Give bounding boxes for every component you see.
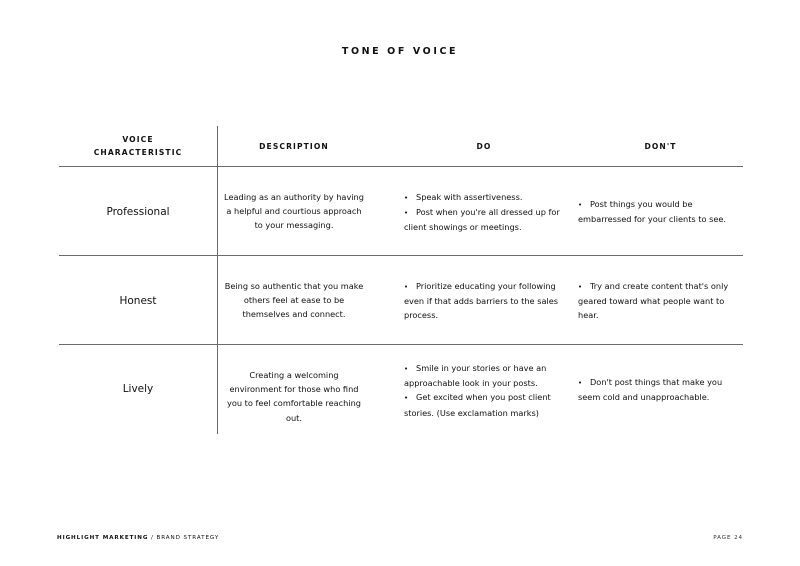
header-divider — [59, 166, 743, 167]
list-item: • Smile in your stories or have an approachable look in your posts. — [404, 363, 547, 389]
do-list-honest — [404, 279, 564, 323]
list-item: • Post things you would be embarressed for your clients to see. — [578, 199, 727, 225]
footer-brand: HIGHLIGHT MARKETING / BRAND STRATEGY — [57, 535, 220, 541]
list-item: • Post when you're all dressed up for client showings or meetings. — [404, 207, 560, 233]
description-honest: Being so authentic that you make others feel at ease to be themselves and connect. — [224, 281, 364, 320]
list-item: • Try and create content that's only geared toward what people want to hear. — [578, 281, 729, 321]
dont-list-professional — [578, 197, 743, 226]
list-item: • Don't post things that make you seem cold and unapproachable. — [578, 377, 723, 403]
description-lively: Creating a welcoming environment for those who find you to feel comfortable reaching out. — [227, 370, 361, 423]
dont-list-honest — [578, 279, 743, 323]
header-dont: DON'T — [644, 142, 677, 151]
dont-list-lively — [578, 375, 743, 404]
do-list-professional — [404, 190, 564, 235]
column-divider — [217, 126, 218, 434]
row-divider — [59, 255, 743, 256]
characteristic-honest: Honest — [119, 295, 157, 307]
header-description: DESCRIPTION — [259, 142, 329, 151]
list-item: • Get excited when you post client stories. (Use exclamation marks) — [404, 392, 551, 418]
header-do: DO — [476, 142, 492, 151]
description-professional: Leading as an authority by having a helpful and courtious approach to your messaging. — [224, 192, 364, 231]
characteristic-lively: Lively — [122, 383, 154, 395]
list-item: • Speak with assertiveness. — [404, 192, 523, 202]
characteristic-professional: Professional — [106, 206, 170, 218]
tone-of-voice-table — [59, 126, 743, 434]
page-title: TONE OF VOICE — [341, 46, 459, 57]
row-divider — [59, 344, 743, 345]
header-voice-characteristic: VOICE CHARACTERISTIC — [93, 135, 183, 157]
page-number: PAGE 24 — [713, 535, 743, 541]
do-list-lively — [404, 361, 564, 420]
list-item: • Prioritize educating your following even if that adds barriers to the sales process. — [404, 281, 559, 321]
